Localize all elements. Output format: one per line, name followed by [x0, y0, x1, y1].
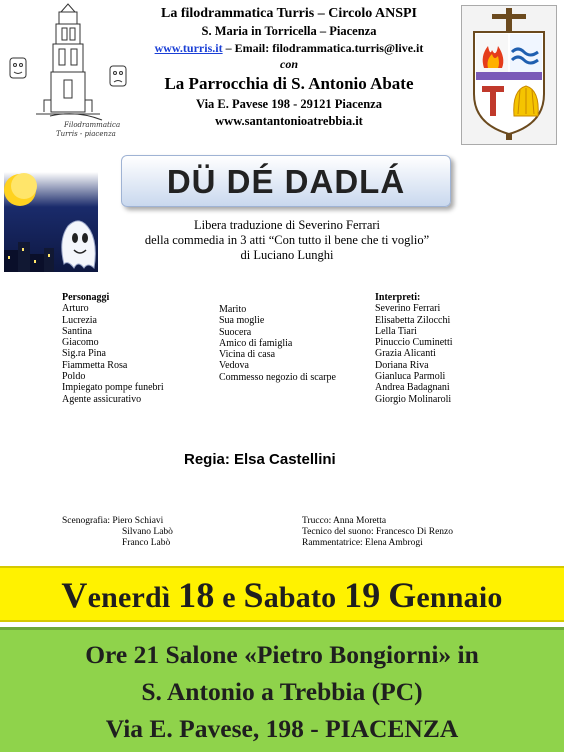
- character-item: Poldo: [62, 371, 86, 383]
- date-number: 19: [344, 575, 381, 615]
- scenography-line: Franco Labò: [122, 538, 171, 548]
- role-item: Sua moglie: [219, 315, 265, 327]
- character-item: Santina: [62, 325, 92, 337]
- date-initial: G: [388, 575, 417, 615]
- comedy-line: della commedia in 3 atti “Con tutto il bene che ti voglio”: [144, 233, 430, 247]
- venue-banner: [0, 627, 564, 752]
- venue-locality: S. Antonio a Trebbia (PC): [141, 677, 423, 706]
- date-text: enerdì: [87, 581, 179, 614]
- performer-item: Pinuccio Cuminetti: [375, 337, 453, 349]
- performer-item: Severino Ferrari: [375, 303, 441, 315]
- translation-line: Libera traduzione di Severino Ferrari: [193, 218, 381, 232]
- performer-item: Doriana Riva: [375, 359, 429, 371]
- filodrammatica-tower-logo: [6, 2, 130, 140]
- date-number: 18: [178, 575, 215, 615]
- logo-caption-1: Filodrammatica: [64, 121, 121, 129]
- date-initial: V: [61, 575, 88, 615]
- role-item: Vicina di casa: [219, 349, 276, 361]
- performer-item: Elisabetta Zilocchi: [375, 314, 451, 326]
- character-item: Sig.ra Pina: [62, 348, 106, 360]
- sound-credit: Tecnico del suono: Francesco Di Renzo: [302, 527, 454, 537]
- performer-item: Grazia Alicanti: [375, 348, 436, 360]
- date-text: e: [214, 581, 244, 614]
- role-item: Vedova: [219, 360, 249, 372]
- parish-name: La Parrocchia di S. Antonio Abate: [164, 74, 414, 93]
- play-description: [120, 218, 454, 263]
- header-text-block: [130, 4, 448, 129]
- date-text: ennaio: [416, 581, 503, 614]
- scenography-line: Scenografia: Piero Schiavi: [62, 516, 164, 526]
- role-item: Marito: [219, 304, 247, 315]
- night-moon-ghost-illustration: [4, 172, 98, 272]
- date-initial: S: [243, 575, 264, 615]
- date-text: abato: [263, 581, 345, 614]
- venue-address: Via E. Pavese, 198 - PIACENZA: [105, 714, 459, 743]
- character-item: Lucrezia: [62, 314, 97, 326]
- parish-website: www.santantonioatrebbia.it: [215, 114, 363, 128]
- author-line: di Luciano Lunghi: [240, 248, 334, 262]
- character-item: Fiammetta Rosa: [62, 359, 128, 371]
- scenography-credits: [62, 516, 173, 549]
- venue-time-hall: Ore 21 Salone «Pietro Bongiorni» in: [85, 640, 479, 669]
- roles-column: [219, 304, 369, 383]
- performer-item: Gianluca Parmoli: [375, 371, 446, 383]
- characters-heading: Personaggi: [62, 292, 110, 303]
- character-item: Agente assicurativo: [62, 393, 142, 405]
- role-item: Amico di famiglia: [219, 337, 293, 349]
- website-link[interactable]: www.turris.it: [154, 41, 223, 55]
- prompter-credit: Rammentatrice: Elena Ambrogi: [302, 538, 423, 548]
- performer-item: Lella Tiari: [375, 325, 417, 337]
- performer-item: Giorgio Molinaroli: [375, 393, 452, 405]
- technical-credits: [302, 516, 453, 549]
- contact-line: [130, 41, 448, 56]
- character-item: Impiegato pompe funebri: [62, 382, 164, 394]
- scenography-line: Silvano Labò: [122, 527, 173, 537]
- characters-column: [62, 292, 202, 405]
- troupe-location: S. Maria in Torricella – Piacenza: [201, 24, 377, 38]
- makeup-credit: Trucco: Anna Moretta: [302, 516, 387, 526]
- troupe-name: La filodrammatica Turris – Circolo ANSPI: [160, 6, 418, 21]
- character-item: Giacomo: [62, 337, 99, 349]
- con-word: con: [280, 57, 298, 71]
- director-credit: Regia: Elsa Castellini: [184, 451, 336, 468]
- character-item: Arturo: [62, 303, 89, 315]
- performers-heading: Interpreti:: [375, 292, 421, 303]
- email-text: – Email: filodrammatica.turris@live.it: [225, 41, 424, 55]
- logo-caption-2: Turris - piacenza: [56, 130, 116, 138]
- dates-banner: [0, 566, 564, 622]
- performer-item: Andrea Badagnani: [375, 382, 450, 394]
- parish-address: Via E. Pavese 198 - 29121 Piacenza: [196, 97, 382, 111]
- role-item: Commesso negozio di scarpe: [219, 371, 336, 383]
- parish-crest: [461, 5, 557, 145]
- performers-column: [375, 292, 525, 405]
- role-item: Suocera: [219, 326, 252, 338]
- play-title: DÜ DÉ DADLÁ: [121, 155, 451, 207]
